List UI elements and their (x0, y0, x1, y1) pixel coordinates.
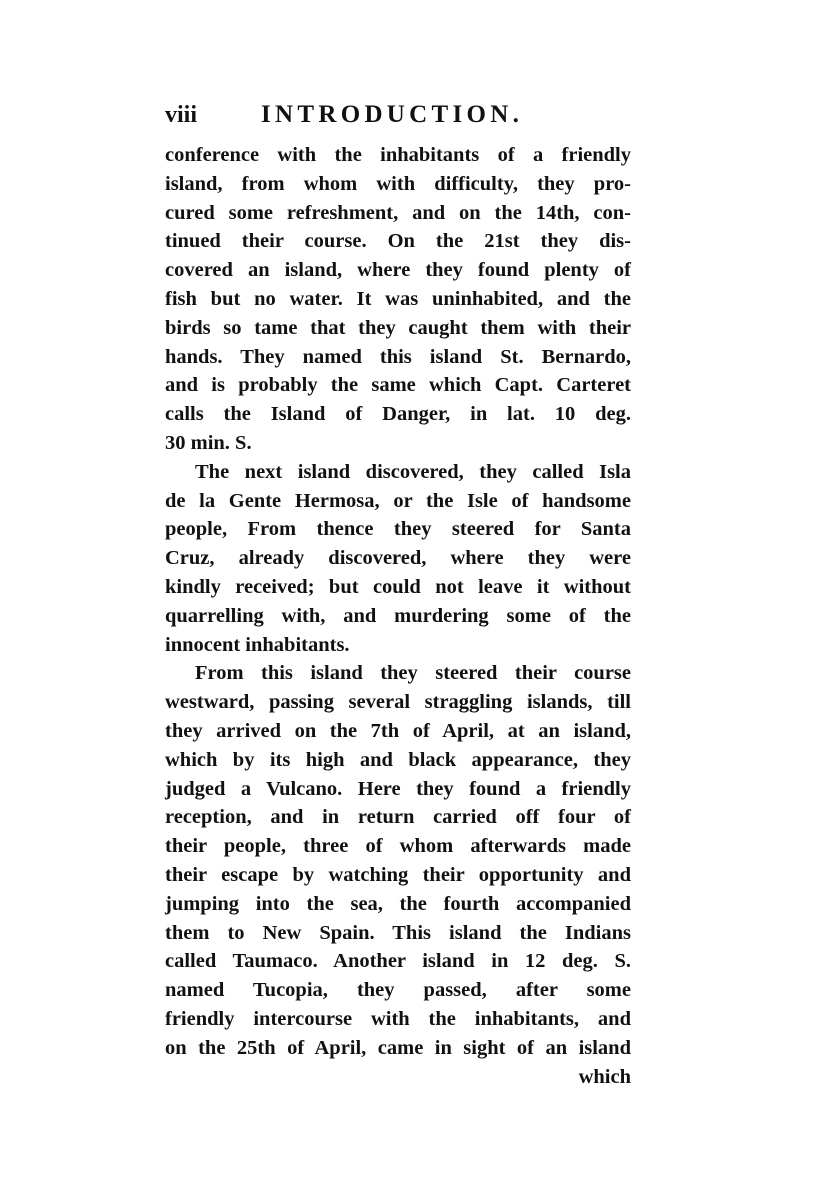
text-line: calls the Island of Danger, in lat. 10 deg. (165, 403, 631, 426)
text-line: Cruz, already discovered, where they were (165, 547, 631, 570)
running-title: INTRODUCTION. (261, 101, 524, 128)
text-line: on the 25th of April, came in sight of an island (165, 1036, 631, 1059)
text-line: de la Gente Hermosa, or the Isle of handsome (165, 489, 631, 512)
text-line: The next island discovered, they called Isla (195, 460, 631, 483)
text-line: quarrelling with, and murdering some of the (165, 604, 631, 627)
text-line: conference with the inhabitants of a friendly (165, 144, 631, 166)
text-line: named Tucopia, they passed, after some (165, 979, 631, 1002)
text-line: hands. They named this island St. Bernardo, (165, 345, 631, 368)
text-line: island, from whom with difficulty, they pro- (165, 172, 631, 195)
page-header (165, 101, 631, 141)
text-line: jumping into the sea, the fourth accompanied (165, 892, 631, 915)
text-line: them to New Spain. This island the Indians (165, 921, 631, 944)
text-line: their escape by watching their opportunity and (165, 863, 631, 886)
book-page (165, 101, 631, 1091)
text-line: kindly received; but could not leave it without (165, 575, 631, 598)
text-line: tinued their course. On the 21st they dis- (165, 230, 631, 253)
text-line: From this island they steered their course (195, 662, 631, 685)
text-line: they arrived on the 7th of April, at an island, (165, 719, 631, 742)
page-number: viii (165, 102, 198, 128)
text-line: 30 min. S. (165, 431, 252, 454)
catchword: which (578, 1065, 631, 1088)
text-line: covered an island, where they found plenty of (165, 259, 631, 282)
text-line: their people, three of whom afterwards made (165, 835, 631, 858)
text-line: which by its high and black appearance, they (165, 748, 631, 771)
text-line: innocent inhabitants. (165, 633, 350, 656)
body-text (165, 141, 631, 1091)
text-line: cured some refreshment, and on the 14th, con- (165, 201, 631, 224)
text-line: people, From thence they steered for Santa (165, 518, 631, 541)
text-line: judged a Vulcano. Here they found a friendly (165, 777, 631, 800)
text-line: reception, and in return carried off four of (165, 806, 631, 829)
text-line: friendly intercourse with the inhabitants, and (165, 1007, 631, 1030)
text-line: birds so tame that they caught them with their (165, 316, 631, 339)
text-line: fish but no water. It was uninhabited, and the (165, 287, 631, 310)
text-line: called Taumaco. Another island in 12 deg. S. (165, 950, 631, 973)
text-line: and is probably the same which Capt. Carteret (165, 374, 631, 397)
text-line: westward, passing several straggling islands, till (165, 691, 631, 714)
